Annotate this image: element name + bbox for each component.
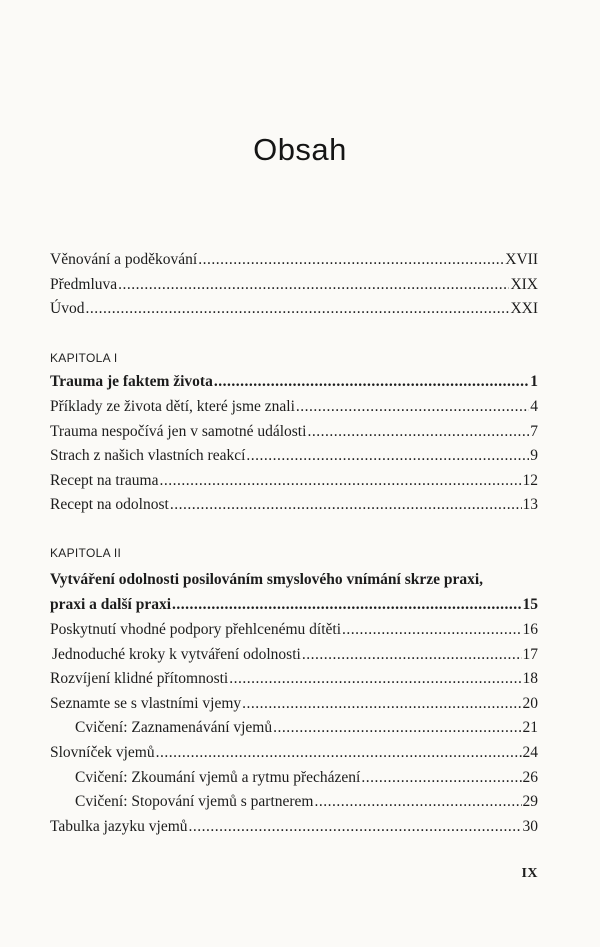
toc-entry-page: 29 bbox=[522, 793, 538, 810]
toc-entry-page: 12 bbox=[522, 472, 538, 489]
leader-dots bbox=[361, 768, 521, 788]
toc-entry-page: 26 bbox=[522, 769, 538, 786]
leader-dots bbox=[314, 792, 521, 812]
toc-entry-label: Cvičení: Stopování vjemů s partnerem bbox=[75, 793, 314, 810]
toc-entry-page: 4 bbox=[530, 398, 538, 415]
toc-entry-label: Věnování a poděkování bbox=[50, 251, 198, 268]
leader-dots bbox=[170, 495, 522, 515]
toc-entry bbox=[50, 471, 538, 491]
toc-entry-label: Tabulka jazyku vjemů bbox=[50, 818, 188, 835]
leader-dots bbox=[296, 397, 529, 417]
leader-dots bbox=[307, 422, 529, 442]
toc-entry bbox=[50, 645, 538, 665]
toc-entry bbox=[50, 446, 538, 466]
toc-entry-label: Recept na odolnost bbox=[50, 496, 169, 513]
toc-entry-page: 30 bbox=[522, 818, 538, 835]
leader-dots bbox=[246, 446, 529, 466]
toc-entry-page: 9 bbox=[530, 447, 538, 464]
toc-entry-label: Recept na trauma bbox=[50, 472, 159, 489]
toc-entry-label: Strach z našich vlastních reakcí bbox=[50, 447, 246, 464]
leader-dots bbox=[156, 743, 522, 763]
chapter-kicker: KAPITOLA I bbox=[50, 351, 118, 365]
toc-entry bbox=[50, 397, 538, 417]
leader-dots bbox=[302, 645, 522, 665]
toc-entry-page: 13 bbox=[522, 496, 538, 513]
toc-entry-page: XXI bbox=[510, 300, 538, 317]
toc-entry-label: Úvod bbox=[50, 300, 85, 317]
toc-entry-label: Jednoduché kroky k vytváření odolnosti bbox=[52, 646, 301, 663]
toc-entry bbox=[50, 275, 538, 295]
toc-entry-label: Seznamte se s vlastními vjemy bbox=[50, 695, 242, 712]
toc-entry-page: 1 bbox=[530, 373, 538, 390]
toc-entry-label: Předmluva bbox=[50, 276, 118, 293]
toc-entry bbox=[50, 817, 538, 837]
toc-entry-page: 17 bbox=[522, 646, 538, 663]
page-title: Obsah bbox=[253, 132, 347, 167]
toc-entry bbox=[50, 620, 538, 640]
leader-dots bbox=[189, 817, 522, 837]
toc-entry-page: 16 bbox=[522, 621, 538, 638]
toc-entry-page: 20 bbox=[522, 695, 538, 712]
chapter-heading-line: Vytváření odolnosti posilováním smyslového vnímání skrze praxi, bbox=[50, 571, 484, 588]
toc-entry-page: 18 bbox=[522, 670, 538, 687]
toc-entry bbox=[50, 669, 538, 689]
toc-entry-label: Příklady ze života dětí, které jsme znali bbox=[50, 398, 295, 415]
toc-entry-label: Trauma nespočívá jen v samotné události bbox=[50, 423, 307, 440]
chapter-kicker: KAPITOLA II bbox=[50, 546, 122, 560]
leader-dots bbox=[214, 372, 529, 392]
toc-entry bbox=[50, 495, 538, 515]
toc-entry-label: Cvičení: Zaznamenávání vjemů bbox=[75, 719, 273, 736]
chapter-heading bbox=[50, 372, 538, 392]
toc-entry-label: Trauma je faktem života bbox=[50, 373, 213, 390]
toc-subentry bbox=[75, 768, 538, 788]
toc-entry-page: XVII bbox=[505, 251, 538, 268]
toc-entry bbox=[50, 422, 538, 442]
toc-entry bbox=[50, 250, 538, 270]
toc-subentry bbox=[75, 718, 538, 738]
toc-entry-label: Slovníček vjemů bbox=[50, 744, 155, 761]
toc-entry-label: Poskytnutí vhodné podpory přehlcenému dítěti bbox=[50, 621, 342, 638]
toc-subentry bbox=[75, 792, 538, 812]
toc-entry-page: 24 bbox=[522, 744, 538, 761]
toc-entry bbox=[50, 743, 538, 763]
leader-dots bbox=[85, 299, 509, 319]
toc-entry-label: praxi a další praxi bbox=[50, 596, 172, 613]
toc-entry bbox=[50, 299, 538, 319]
leader-dots bbox=[198, 250, 504, 270]
leader-dots bbox=[118, 275, 509, 295]
toc-entry-page: 7 bbox=[530, 423, 538, 440]
toc-entry-page: 15 bbox=[522, 596, 538, 613]
toc-entry-page: 21 bbox=[522, 719, 538, 736]
leader-dots bbox=[242, 694, 521, 714]
toc-entry bbox=[50, 694, 538, 714]
page-number: IX bbox=[521, 866, 538, 881]
leader-dots bbox=[172, 595, 521, 615]
toc-entry-label: Rozvíjení klidné přítomnosti bbox=[50, 670, 229, 687]
toc-entry-label: Cvičení: Zkoumání vjemů a rytmu přecházení bbox=[75, 769, 361, 786]
chapter-heading bbox=[50, 595, 538, 615]
toc-entry-page: XIX bbox=[510, 276, 538, 293]
leader-dots bbox=[342, 620, 521, 640]
leader-dots bbox=[229, 669, 521, 689]
leader-dots bbox=[159, 471, 521, 491]
leader-dots bbox=[273, 718, 521, 738]
